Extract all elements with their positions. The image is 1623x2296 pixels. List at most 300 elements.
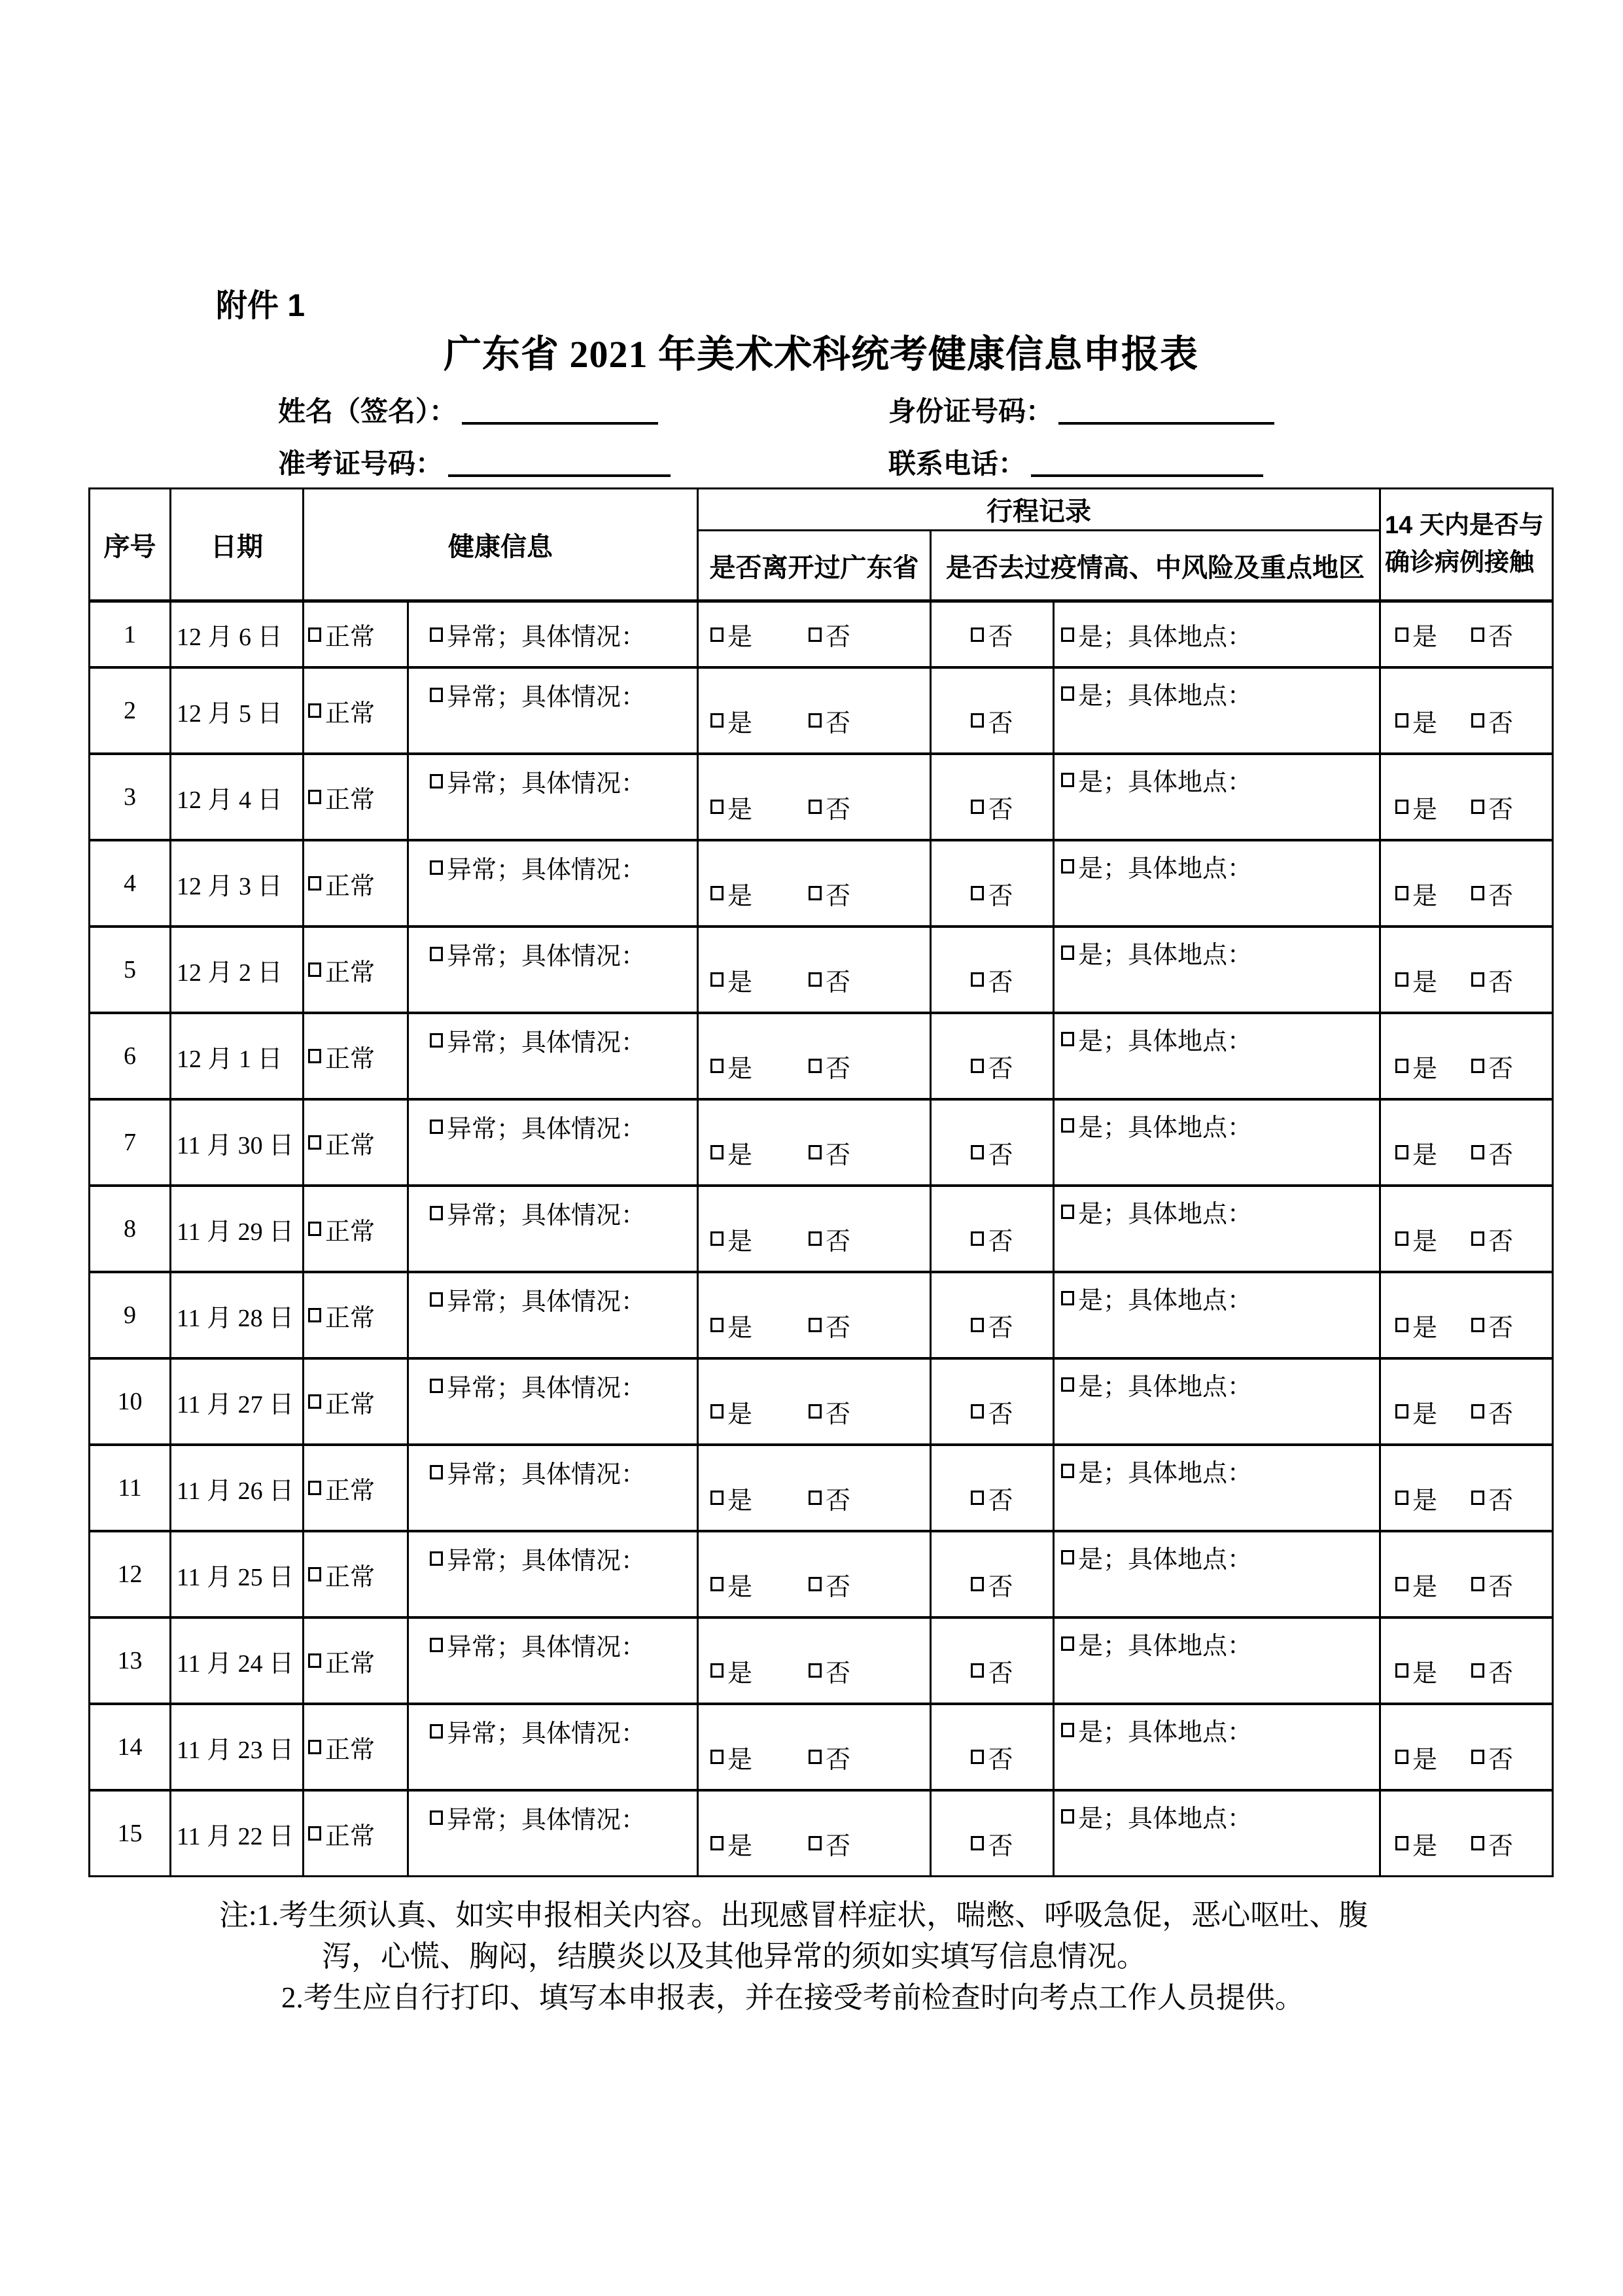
abnormal-label: 异常；具体情况： [447,1634,646,1661]
left-no-label: 否 [826,1487,851,1515]
left-province-cell [699,1014,932,1098]
serial-cell [90,841,171,925]
health-normal-cell [304,1101,409,1184]
risk-area-no-cell [932,1014,1055,1098]
checkbox-risk-no[interactable] [971,886,984,900]
checkbox-contact-no[interactable] [1471,1491,1484,1505]
risk-area-no-cell [932,1273,1055,1357]
checkbox-left-no[interactable] [809,1404,822,1419]
checkbox-normal[interactable] [308,1308,321,1322]
checkbox-normal[interactable] [308,1826,321,1841]
table-body [90,603,1552,1875]
contact-yes-label: 是 [1412,1227,1438,1256]
contact-case-cell [1381,1532,1552,1616]
abnormal-label: 异常；具体情况： [447,857,646,884]
checkbox-contact-no[interactable] [1471,713,1484,728]
checkbox-abnormal[interactable] [430,1379,443,1393]
date-text: 12 月 3 日 [177,872,283,900]
name-blank-line[interactable] [462,422,658,425]
left-province-cell [699,1532,932,1616]
contact-case-cell [1381,1705,1552,1789]
left-yes-label: 是 [727,1314,753,1342]
left-no-label: 否 [826,1141,851,1169]
left-no-label: 否 [826,1832,851,1860]
risk-yes-label: 是；具体地点： [1078,1633,1253,1660]
checkbox-risk-yes[interactable] [1061,1118,1074,1133]
header-left-guangdong: 是否离开过广东省 [699,531,932,599]
abnormal-label: 异常；具体情况： [447,1029,646,1057]
checkbox-contact-yes[interactable] [1395,1231,1408,1246]
risk-yes-label: 是；具体地点： [1078,1373,1253,1401]
health-abnormal-cell [409,1705,699,1789]
checkbox-risk-no[interactable] [971,1318,984,1332]
serial-number: 3 [124,783,136,811]
checkbox-risk-no[interactable] [971,1750,984,1764]
checkbox-contact-no[interactable] [1471,627,1484,642]
checkbox-left-yes[interactable] [710,713,724,728]
risk-area-yes-cell [1055,928,1381,1012]
contact-case-cell [1381,928,1552,1012]
checkbox-contact-yes[interactable] [1395,1059,1408,1073]
date-cell [171,1101,304,1184]
risk-area-yes-cell [1055,1187,1381,1271]
left-province-cell [699,1360,932,1443]
checkbox-normal[interactable] [308,1135,321,1150]
checkbox-normal[interactable] [308,1653,321,1668]
checkbox-contact-yes[interactable] [1395,972,1408,987]
checkbox-abnormal[interactable] [430,1724,443,1739]
checkbox-left-no[interactable] [809,886,822,900]
serial-cell [90,603,171,666]
checkbox-contact-no[interactable] [1471,1318,1484,1332]
left-yes-label: 是 [727,796,753,824]
checkbox-contact-yes[interactable] [1395,1750,1408,1764]
contact-case-cell [1381,841,1552,925]
left-province-cell [699,841,932,925]
checkbox-risk-no[interactable] [971,1836,984,1850]
checkbox-contact-yes[interactable] [1395,1404,1408,1419]
risk-area-no-cell [932,1705,1055,1789]
checkbox-left-no[interactable] [809,1750,822,1764]
table-row [90,841,1552,928]
abnormal-label: 异常；具体情况： [447,1116,646,1143]
contact-yes-label: 是 [1412,1141,1438,1169]
left-no-label: 否 [826,882,851,910]
checkbox-left-no[interactable] [809,1836,822,1850]
checkbox-normal[interactable] [308,1222,321,1236]
serial-number: 15 [117,1820,143,1847]
risk-no-label: 否 [988,1659,1013,1687]
checkbox-abnormal[interactable] [430,1810,443,1825]
serial-cell [90,1360,171,1443]
checkbox-risk-yes[interactable] [1061,859,1074,874]
checkbox-abnormal[interactable] [430,1551,443,1566]
checkbox-left-yes[interactable] [710,972,724,987]
checkbox-left-yes[interactable] [710,1836,724,1850]
table-row [90,928,1552,1014]
checkbox-risk-no[interactable] [971,1491,984,1505]
serial-cell [90,1273,171,1357]
health-normal-cell [304,1014,409,1098]
abnormal-label: 异常；具体情况： [447,943,646,970]
normal-label: 正常 [325,1650,375,1678]
risk-area-yes-cell [1055,1532,1381,1616]
health-abnormal-cell [409,1792,699,1875]
checkbox-abnormal[interactable] [430,860,443,875]
header-risk-area: 是否去过疫情高、中风险及重点地区 [932,531,1381,599]
checkbox-risk-yes[interactable] [1061,627,1074,642]
serial-cell [90,1446,171,1530]
checkbox-contact-no[interactable] [1471,800,1484,814]
checkbox-risk-no[interactable] [971,972,984,987]
note-line-1: 注:1.考生须认真、如实申报相关内容。出现感冒样症状，喘憋、呼吸急促，恶心呕吐、腹 [219,1899,1369,1932]
contact-case-cell [1381,1101,1552,1184]
contact-yes-label: 是 [1412,1746,1438,1774]
serial-cell [90,1705,171,1789]
contact-yes-label: 是 [1412,1573,1438,1601]
checkbox-left-yes[interactable] [710,1577,724,1591]
checkbox-left-yes[interactable] [710,1663,724,1678]
checkbox-left-yes[interactable] [710,1750,724,1764]
contact-yes-label: 是 [1412,1659,1438,1687]
contact-no-label: 否 [1488,1141,1514,1169]
checkbox-contact-yes[interactable] [1395,886,1408,900]
left-yes-label: 是 [727,709,753,737]
checkbox-contact-yes[interactable] [1395,1836,1408,1850]
checkbox-risk-yes[interactable] [1061,686,1074,701]
checkbox-risk-no[interactable] [971,713,984,728]
checkbox-contact-no[interactable] [1471,1231,1484,1246]
checkbox-left-no[interactable] [809,1491,822,1505]
health-abnormal-cell [409,1619,699,1703]
checkbox-contact-yes[interactable] [1395,713,1408,728]
left-yes-label: 是 [727,624,753,651]
checkbox-risk-no[interactable] [971,1663,984,1678]
table-row [90,1792,1552,1875]
left-yes-label: 是 [727,1832,753,1860]
health-abnormal-cell [409,928,699,1012]
checkbox-risk-yes[interactable] [1061,1377,1074,1392]
checkbox-risk-yes[interactable] [1061,1032,1074,1046]
normal-label: 正常 [325,786,375,814]
risk-area-no-cell [932,1792,1055,1875]
checkbox-contact-no[interactable] [1471,886,1484,900]
header-contact-case-line1: 14 天内是否与 [1385,512,1544,539]
checkbox-left-no[interactable] [809,800,822,814]
left-province-cell [699,928,932,1012]
risk-yes-label: 是；具体地点： [1078,769,1253,796]
checkbox-left-yes[interactable] [710,800,724,814]
normal-label: 正常 [325,1736,375,1764]
serial-cell [90,928,171,1012]
checkbox-risk-yes[interactable] [1061,1205,1074,1219]
checkbox-contact-no[interactable] [1471,1577,1484,1591]
checkbox-normal[interactable] [308,1481,321,1495]
header-date: 日期 [171,489,304,599]
checkbox-contact-no[interactable] [1471,1404,1484,1419]
table-row [90,1273,1552,1360]
serial-number: 12 [117,1561,143,1588]
checkbox-left-no[interactable] [809,1318,822,1332]
date-text: 12 月 1 日 [177,1045,283,1073]
left-no-label: 否 [826,968,851,997]
left-province-cell [699,603,932,666]
checkbox-abnormal[interactable] [430,1465,443,1479]
health-abnormal-cell [409,1360,699,1443]
normal-label: 正常 [325,1563,375,1591]
table-row [90,1014,1552,1101]
contact-yes-label: 是 [1412,1055,1438,1083]
table-header [90,489,1552,603]
checkbox-left-no[interactable] [809,713,822,728]
left-yes-label: 是 [727,1227,753,1256]
contact-yes-label: 是 [1412,796,1438,824]
checkbox-contact-yes[interactable] [1395,800,1408,814]
table-row [90,1360,1552,1446]
health-normal-cell [304,1532,409,1616]
health-abnormal-cell [409,1446,699,1530]
risk-area-yes-cell [1055,1446,1381,1530]
table-row [90,755,1552,841]
health-normal-cell [304,1187,409,1271]
date-text: 11 月 27 日 [177,1390,294,1419]
checkbox-risk-no[interactable] [971,1059,984,1073]
serial-number: 7 [124,1129,136,1156]
checkbox-contact-yes[interactable] [1395,1145,1408,1159]
normal-label: 正常 [325,699,375,728]
checkbox-abnormal[interactable] [430,947,443,961]
serial-cell [90,1792,171,1875]
health-normal-cell [304,928,409,1012]
checkbox-risk-yes[interactable] [1061,945,1074,960]
checkbox-contact-no[interactable] [1471,1750,1484,1764]
risk-no-label: 否 [988,1400,1013,1428]
checkbox-left-yes[interactable] [710,1491,724,1505]
checkbox-normal[interactable] [308,876,321,891]
checkbox-abnormal[interactable] [430,1206,443,1220]
risk-no-label: 否 [988,1141,1013,1169]
left-yes-label: 是 [727,1141,753,1169]
checkbox-contact-no[interactable] [1471,1836,1484,1850]
contact-no-label: 否 [1488,1055,1514,1083]
contact-no-label: 否 [1488,796,1514,824]
contact-case-cell [1381,603,1552,666]
date-cell [171,669,304,752]
date-cell [171,603,304,666]
notes [0,1899,1623,2014]
checkbox-contact-no[interactable] [1471,972,1484,987]
risk-yes-label: 是；具体地点： [1078,624,1253,651]
checkbox-risk-no[interactable] [971,1577,984,1591]
header-contact-case-line2: 确诊病例接触 [1385,549,1535,576]
risk-yes-label: 是；具体地点： [1078,1546,1253,1574]
note-line-3: 2.考生应自行打印、填写本申报表，并在接受考前检查时向考点工作人员提供。 [281,1981,1304,2014]
checkbox-contact-yes[interactable] [1395,1577,1408,1591]
risk-no-label: 否 [988,882,1013,910]
checkbox-left-yes[interactable] [710,1404,724,1419]
left-no-label: 否 [826,1573,851,1601]
name-field [278,390,658,429]
contact-case-cell [1381,1014,1552,1098]
health-abnormal-cell [409,1187,699,1271]
risk-no-label: 否 [988,1227,1013,1256]
checkbox-risk-no[interactable] [971,627,984,642]
health-normal-cell [304,1446,409,1530]
checkbox-risk-no[interactable] [971,1145,984,1159]
checkbox-left-yes[interactable] [710,1318,724,1332]
checkbox-left-no[interactable] [809,972,822,987]
abnormal-label: 异常；具体情况： [447,1461,646,1489]
checkbox-left-no[interactable] [809,1145,822,1159]
date-cell [171,1792,304,1875]
normal-label: 正常 [325,1218,375,1246]
date-cell [171,1273,304,1357]
checkbox-left-no[interactable] [809,1231,822,1246]
normal-label: 正常 [325,959,375,987]
checkbox-risk-yes[interactable] [1061,1464,1074,1478]
checkbox-normal[interactable] [308,790,321,804]
checkbox-contact-yes[interactable] [1395,1663,1408,1678]
checkbox-abnormal[interactable] [430,627,443,642]
checkbox-normal[interactable] [308,1740,321,1754]
risk-area-yes-cell [1055,1792,1381,1875]
date-cell [171,1360,304,1443]
checkbox-risk-no[interactable] [971,800,984,814]
contact-no-label: 否 [1488,1573,1514,1601]
abnormal-label: 异常；具体情况： [447,770,646,798]
phone-label: 联系电话： [888,448,1026,479]
date-cell [171,928,304,1012]
contact-case-cell [1381,1446,1552,1530]
phone-blank-line[interactable] [1031,474,1263,477]
checkbox-abnormal[interactable] [430,688,443,702]
contact-no-label: 否 [1488,1487,1514,1515]
left-no-label: 否 [826,709,851,737]
checkbox-normal[interactable] [308,1567,321,1581]
table-row [90,1101,1552,1187]
risk-yes-label: 是；具体地点： [1078,1028,1253,1055]
checkbox-risk-yes[interactable] [1061,1809,1074,1824]
checkbox-left-yes[interactable] [710,1059,724,1073]
checkbox-risk-yes[interactable] [1061,1550,1074,1564]
checkbox-risk-no[interactable] [971,1404,984,1419]
checkbox-left-no[interactable] [809,1663,822,1678]
normal-label: 正常 [325,872,375,900]
checkbox-left-yes[interactable] [710,627,724,642]
date-text: 12 月 4 日 [177,786,283,814]
serial-number: 11 [118,1474,142,1502]
checkbox-risk-yes[interactable] [1061,1636,1074,1651]
left-province-cell [699,1101,932,1184]
serial-cell [90,669,171,752]
exam-ticket-field [278,442,671,482]
checkbox-abnormal[interactable] [430,1120,443,1134]
checkbox-contact-no[interactable] [1471,1663,1484,1678]
checkbox-contact-yes[interactable] [1395,1491,1408,1505]
checkbox-left-yes[interactable] [710,1231,724,1246]
risk-area-no-cell [932,1619,1055,1703]
abnormal-label: 异常；具体情况： [447,1807,646,1834]
normal-label: 正常 [325,1390,375,1419]
checkbox-normal[interactable] [308,1394,321,1409]
health-declaration-table [88,487,1554,1877]
id-number-blank-line[interactable] [1058,422,1274,425]
contact-yes-label: 是 [1412,968,1438,997]
checkbox-risk-yes[interactable] [1061,1723,1074,1737]
checkbox-left-no[interactable] [809,627,822,642]
risk-no-label: 否 [988,796,1013,824]
checkbox-left-yes[interactable] [710,1145,724,1159]
checkbox-abnormal[interactable] [430,1638,443,1652]
checkbox-normal[interactable] [308,1049,321,1063]
abnormal-label: 异常；具体情况： [447,684,646,711]
contact-yes-label: 是 [1412,1832,1438,1860]
left-yes-label: 是 [727,882,753,910]
risk-area-no-cell [932,669,1055,752]
abnormal-label: 异常；具体情况： [447,1202,646,1229]
contact-no-label: 否 [1488,1314,1514,1342]
checkbox-risk-no[interactable] [971,1231,984,1246]
risk-area-yes-cell [1055,1014,1381,1098]
phone-field [888,442,1263,482]
contact-no-label: 否 [1488,1227,1514,1256]
header-trip-record: 行程记录 [699,489,1381,531]
health-abnormal-cell [409,1273,699,1357]
left-province-cell [699,1619,932,1703]
date-text: 12 月 5 日 [177,699,283,728]
contact-yes-label: 是 [1412,624,1438,651]
left-no-label: 否 [826,1314,851,1342]
checkbox-contact-no[interactable] [1471,1059,1484,1073]
checkbox-risk-yes[interactable] [1061,773,1074,787]
checkbox-left-yes[interactable] [710,886,724,900]
checkbox-contact-yes[interactable] [1395,1318,1408,1332]
left-no-label: 否 [826,1227,851,1256]
left-province-cell [699,1273,932,1357]
date-cell [171,1705,304,1789]
table-row [90,1532,1552,1619]
id-number-field [888,390,1274,429]
exam-ticket-blank-line[interactable] [448,474,671,477]
risk-yes-label: 是；具体地点： [1078,942,1253,969]
left-yes-label: 是 [727,1055,753,1083]
checkbox-abnormal[interactable] [430,774,443,788]
checkbox-abnormal[interactable] [430,1292,443,1307]
health-abnormal-cell [409,669,699,752]
abnormal-label: 异常；具体情况： [447,1288,646,1316]
note-line-2: 泻，心慌、胸闷，结膜炎以及其他异常的须如实填写信息情况。 [322,1940,1147,1973]
checkbox-contact-no[interactable] [1471,1145,1484,1159]
checkbox-normal[interactable] [308,963,321,977]
risk-yes-label: 是；具体地点： [1078,1201,1253,1228]
checkbox-contact-yes[interactable] [1395,627,1408,642]
table-row [90,669,1552,755]
checkbox-normal[interactable] [308,627,321,642]
serial-number: 4 [124,870,136,897]
contact-no-label: 否 [1488,1746,1514,1774]
contact-yes-label: 是 [1412,709,1438,737]
health-abnormal-cell [409,1101,699,1184]
left-no-label: 否 [826,1055,851,1083]
checkbox-abnormal[interactable] [430,1033,443,1048]
checkbox-left-no[interactable] [809,1577,822,1591]
checkbox-risk-yes[interactable] [1061,1291,1074,1305]
risk-area-yes-cell [1055,603,1381,666]
checkbox-normal[interactable] [308,703,321,718]
health-abnormal-cell [409,1532,699,1616]
checkbox-left-no[interactable] [809,1059,822,1073]
date-cell [171,1446,304,1530]
